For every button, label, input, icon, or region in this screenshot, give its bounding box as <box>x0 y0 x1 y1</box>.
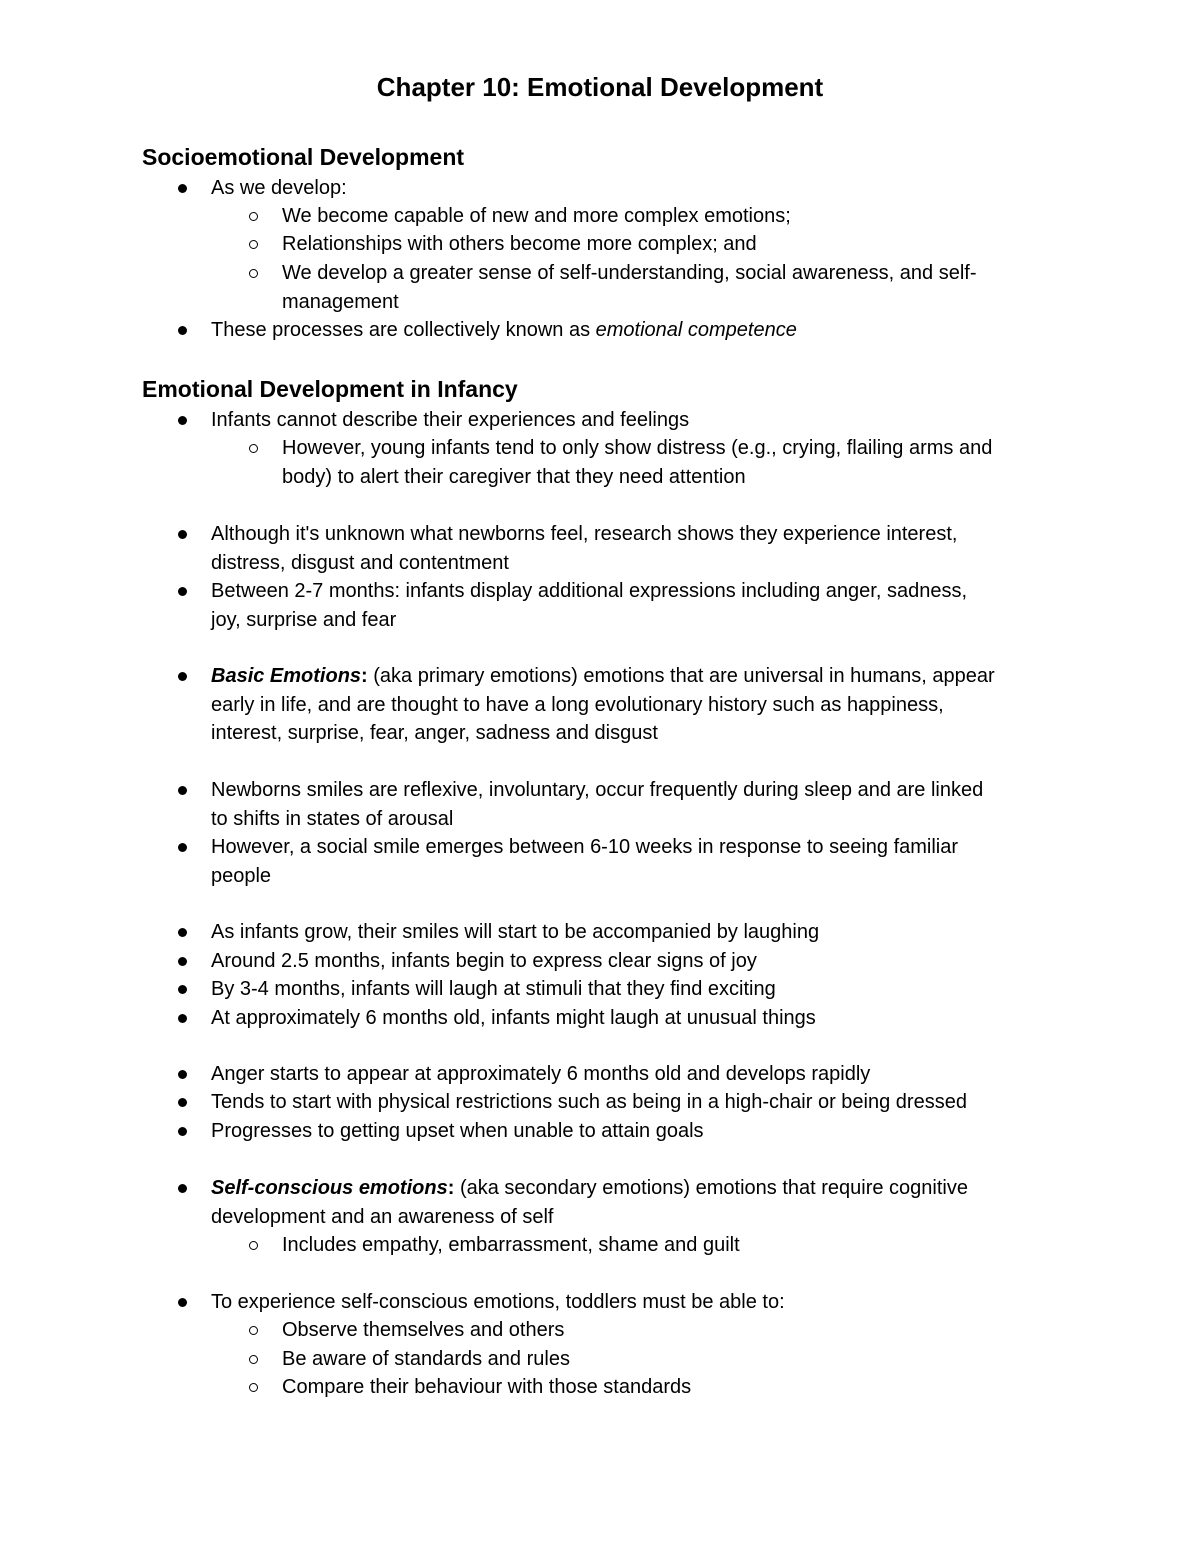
item-line: development and an awareness of self <box>211 1205 554 1228</box>
list-item-self-conscious-emotions <box>211 1174 1071 1231</box>
list-item: Tends to start with physical restrictions such as being in a high-chair or being dressed <box>211 1091 967 1113</box>
item-line: management <box>282 290 399 313</box>
sub-list-item: Observe themselves and others <box>282 1319 565 1341</box>
list-item-basic-emotions <box>211 662 1071 748</box>
sub-list-item: Includes empathy, embarrassment, shame and guilt <box>282 1234 740 1256</box>
list-item <box>211 577 1071 634</box>
list-item: At approximately 6 months old, infants might laugh at unusual things <box>211 1007 816 1029</box>
item-line: Newborns smiles are reflexive, involuntary, occur frequently during sleep and are linked <box>211 779 984 801</box>
sub-list-item <box>282 434 1072 491</box>
bullet-circle <box>249 212 258 221</box>
item-line: body) to alert their caregiver that they need attention <box>282 465 746 488</box>
list-item <box>211 833 1071 890</box>
list-item: Progresses to getting upset when unable to attain goals <box>211 1120 704 1142</box>
bullet-circle <box>249 240 258 249</box>
sub-list-item: Relationships with others become more complex; and <box>282 233 757 255</box>
sub-list-item: Compare their behaviour with those standards <box>282 1376 692 1398</box>
list-item <box>211 316 1071 345</box>
bullet-circle <box>249 444 258 453</box>
list-item: By 3-4 months, infants will laugh at stimuli that they find exciting <box>211 978 776 1000</box>
item-line: early in life, and are thought to have a long evolutionary history such as happiness, <box>211 693 944 716</box>
list-item <box>211 520 1071 577</box>
bullet-disc <box>178 1298 187 1307</box>
list-item <box>211 776 1071 833</box>
item-line: to shifts in states of arousal <box>211 807 454 830</box>
bullet-disc <box>178 1014 187 1023</box>
sub-list-item: We become capable of new and more complex emotions; <box>282 205 791 227</box>
emphasis-term: emotional competence <box>595 319 797 341</box>
item-text: (aka secondary emotions) emotions that require cognitive <box>454 1177 968 1199</box>
term-colon: : <box>447 1177 455 1199</box>
item-line: Although it's unknown what newborns feel, research shows they experience interest, <box>211 523 958 545</box>
defined-term: Basic Emotions <box>211 665 362 687</box>
bullet-circle <box>249 1355 258 1364</box>
item-line: people <box>211 864 272 887</box>
bullet-circle <box>249 269 258 278</box>
bullet-disc <box>178 985 187 994</box>
item-line: interest, surprise, fear, anger, sadness and disgust <box>211 722 658 745</box>
bullet-circle <box>249 1326 258 1335</box>
bullet-disc <box>178 957 187 966</box>
term-colon: : <box>361 665 368 687</box>
bullet-disc <box>178 416 187 425</box>
sub-list-item: Be aware of standards and rules <box>282 1348 570 1370</box>
bullet-disc <box>178 326 187 335</box>
item-line: However, a social smile emerges between 6-10 weeks in response to seeing familiar <box>211 836 959 858</box>
item-line <box>211 1174 1071 1203</box>
bullet-disc <box>178 843 187 852</box>
bullet-disc <box>178 587 187 596</box>
bullet-disc <box>178 1184 187 1193</box>
bullet-disc <box>178 672 187 681</box>
item-text: (aka primary emotions) emotions that are universal in humans, appear <box>367 665 995 687</box>
bullet-disc <box>178 1127 187 1136</box>
page-title: Chapter 10: Emotional Development <box>376 72 824 102</box>
item-line: Between 2-7 months: infants display additional expressions including anger, sadness, <box>211 580 968 602</box>
defined-term: Self-conscious emotions <box>211 1177 448 1199</box>
list-item: Infants cannot describe their experiences and feelings <box>211 409 690 431</box>
list-item: Anger starts to appear at approximately 6 months old and develops rapidly <box>211 1063 871 1085</box>
item-line: distress, disgust and contentment <box>211 551 509 574</box>
item-line: We develop a greater sense of self-understanding, social awareness, and self- <box>282 262 977 284</box>
list-item: As we develop: <box>211 177 347 199</box>
bullet-disc <box>178 786 187 795</box>
sub-list-item <box>282 259 1072 316</box>
bullet-disc <box>178 530 187 539</box>
item-line: joy, surprise and fear <box>211 608 397 631</box>
list-item: As infants grow, their smiles will start to be accompanied by laughing <box>211 921 820 943</box>
bullet-disc <box>178 184 187 193</box>
item-line <box>211 662 1071 691</box>
bullet-circle <box>249 1383 258 1392</box>
item-text: These processes are collectively known as <box>211 319 596 341</box>
list-item: To experience self-conscious emotions, toddlers must be able to: <box>211 1291 785 1313</box>
bullet-disc <box>178 1098 187 1107</box>
bullet-disc <box>178 1070 187 1079</box>
bullet-disc <box>178 928 187 937</box>
section-heading-socioemotional: Socioemotional Development <box>142 144 465 170</box>
section-heading-infancy: Emotional Development in Infancy <box>142 376 518 402</box>
item-line: However, young infants tend to only show distress (e.g., crying, flailing arms and <box>282 437 993 459</box>
bullet-circle <box>249 1241 258 1250</box>
list-item: Around 2.5 months, infants begin to express clear signs of joy <box>211 950 757 972</box>
